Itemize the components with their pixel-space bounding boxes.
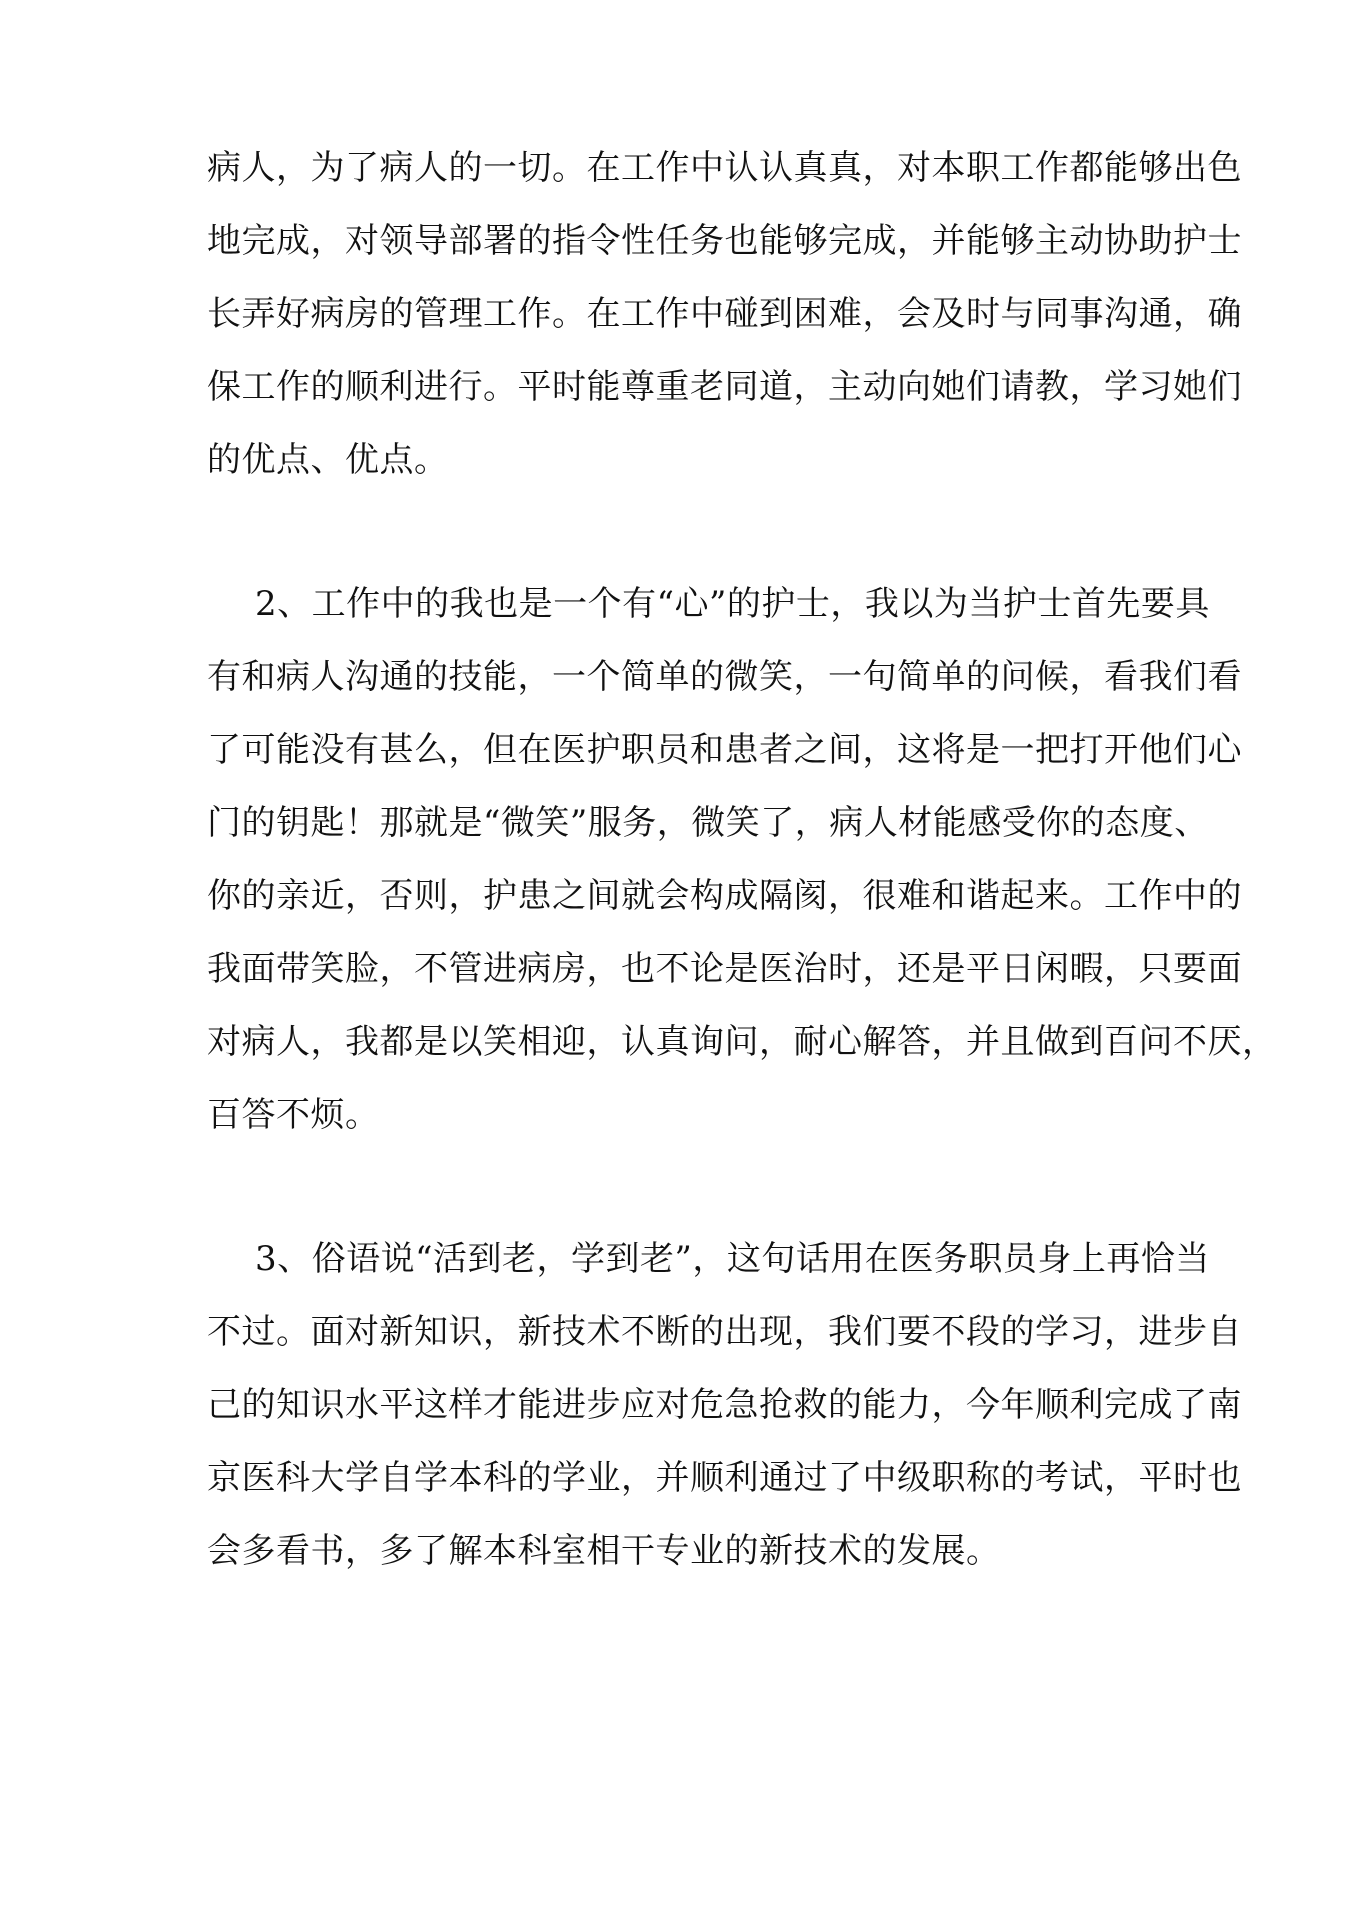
paragraph-1-line-5: 的优点、优点。 bbox=[207, 440, 449, 480]
paragraph-1-line-2: 地完成，对领导部署的指令性任务也能够完成，并能够主动协助护士 bbox=[207, 221, 1242, 261]
paragraph-2-line-4: 门的钥匙！那就是“微笑”服务，微笑了，病人材能感受你的态度、 bbox=[207, 803, 1209, 843]
paragraph-1-line-3: 长弄好病房的管理工作。在工作中碰到困难，会及时与同事沟通，确 bbox=[207, 294, 1242, 334]
paragraph-2-line-2: 有和病人沟通的技能，一个简单的微笑，一句简单的问候，看我们看 bbox=[207, 657, 1242, 697]
paragraph-3-line-5: 会多看书，多了解本科室相干专业的新技术的发展。 bbox=[207, 1531, 1001, 1571]
paragraph-3-line-2: 不过。面对新知识，新技术不断的出现，我们要不段的学习，进步自 bbox=[207, 1312, 1242, 1352]
paragraph-2-line-3: 了可能没有甚么，但在医护职员和患者之间，这将是一把打开他们心 bbox=[207, 730, 1242, 770]
paragraph-2-line-6: 我面带笑脸，不管进病房，也不论是医治时，还是平日闲暇，只要面 bbox=[207, 949, 1242, 989]
paragraph-1-line-1: 病人，为了病人的一切。在工作中认认真真，对本职工作都能够出色 bbox=[207, 148, 1242, 188]
paragraph-3-line-1: 3、俗语说“活到老，学到老”，这句话用在医务职员身上再恰当 bbox=[255, 1239, 1210, 1279]
paragraph-3-line-3: 己的知识水平这样才能进步应对危急抢救的能力，今年顺利完成了南 bbox=[207, 1385, 1242, 1425]
paragraph-2-line-7: 对病人，我都是以笑相迎，认真询问，耐心解答，并且做到百问不厌， bbox=[207, 1022, 1277, 1062]
paragraph-2-line-1: 2、工作中的我也是一个有“心”的护士，我以为当护士首先要具 bbox=[255, 584, 1210, 624]
paragraph-2-line-8: 百答不烦。 bbox=[207, 1095, 380, 1135]
paragraph-2-line-5: 你的亲近，否则，护患之间就会构成隔阂，很难和谐起来。工作中的 bbox=[207, 876, 1242, 916]
paragraph-3-line-4: 京医科大学自学本科的学业，并顺利通过了中级职称的考试，平时也 bbox=[207, 1458, 1242, 1498]
paragraph-1-line-4: 保工作的顺利进行。平时能尊重老同道，主动向她们请教，学习她们 bbox=[207, 367, 1242, 407]
